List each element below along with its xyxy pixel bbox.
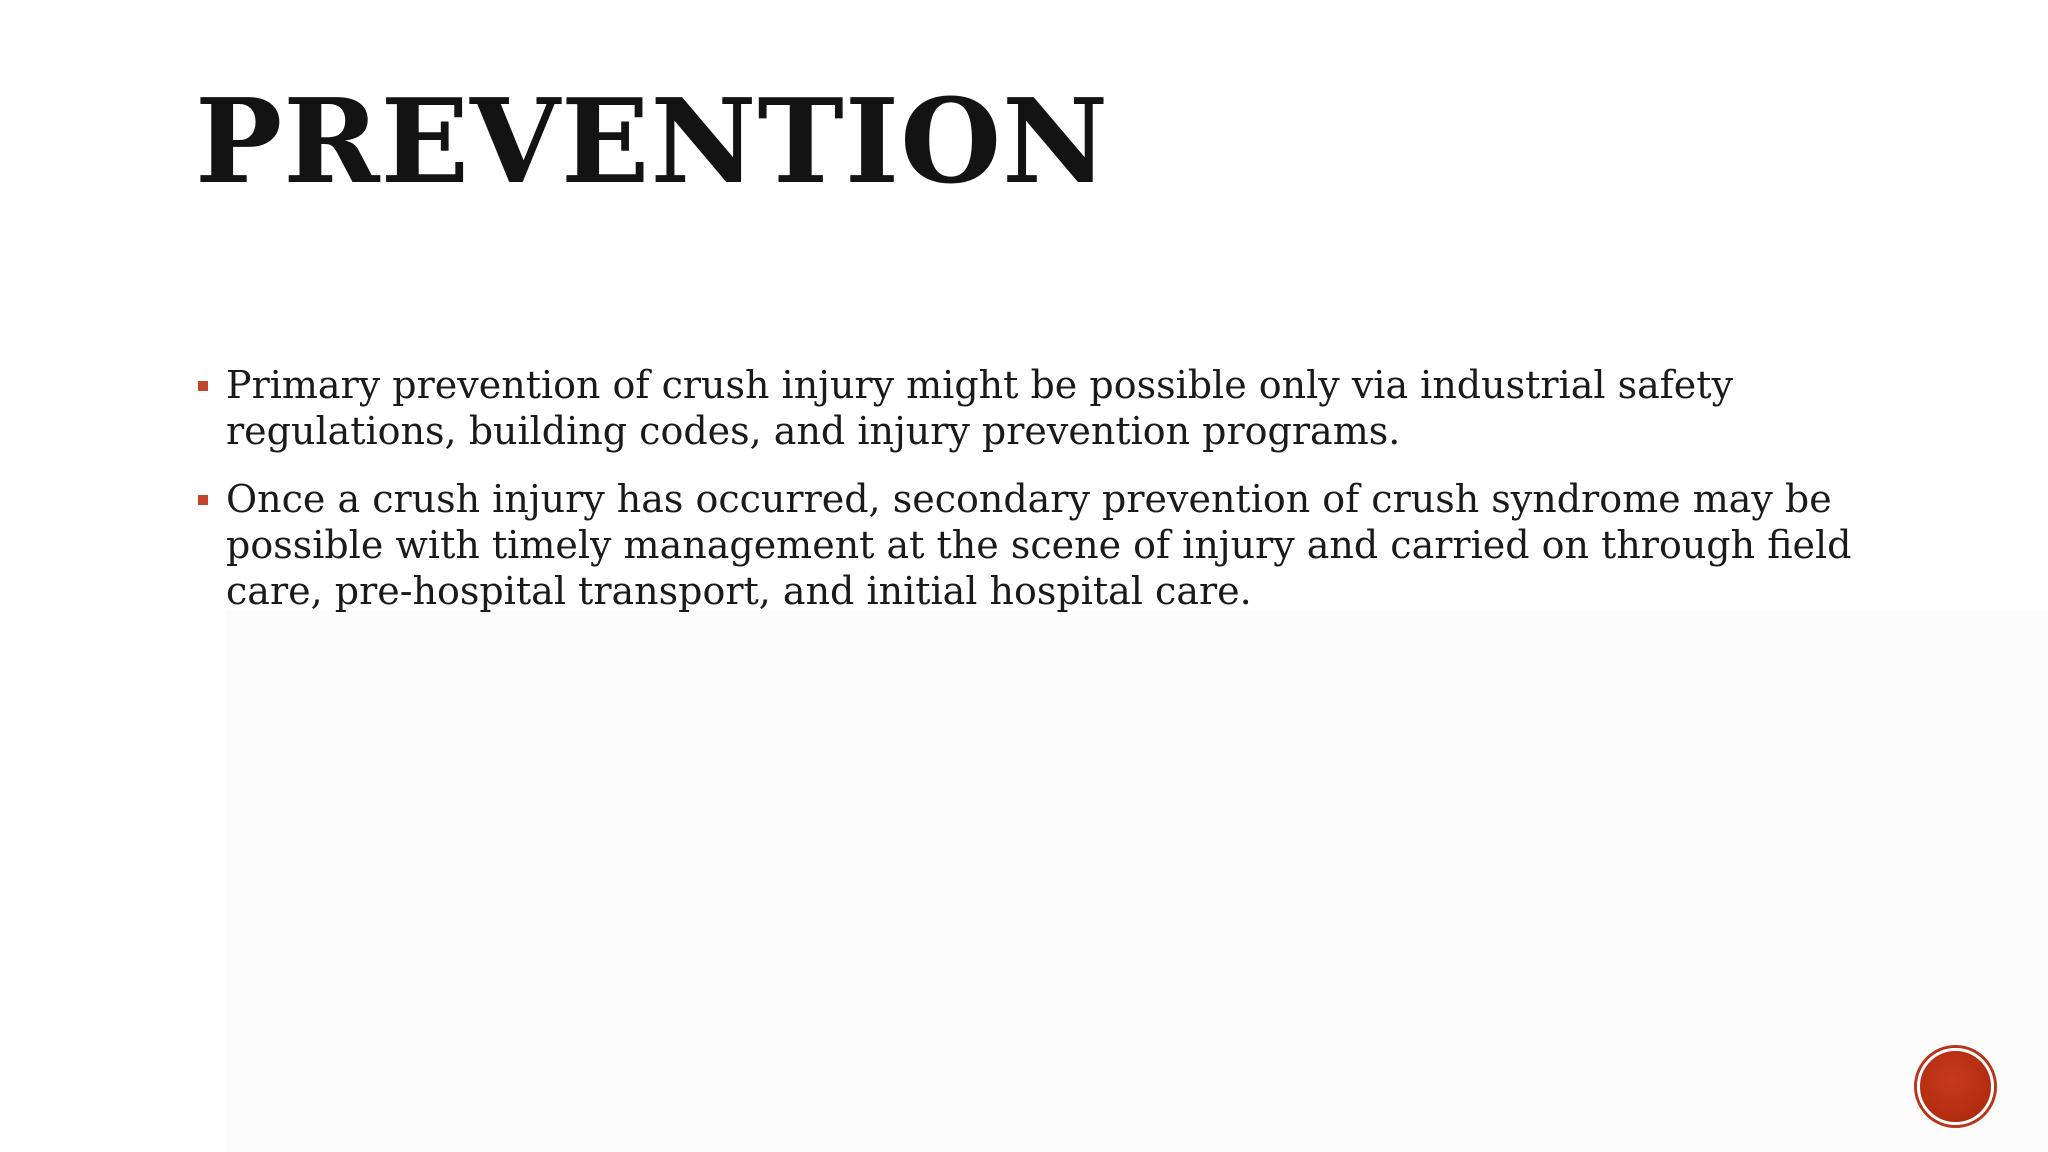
bullet-text: Once a crush injury has occurred, secondary prevention of crush syndrome may be possible with timely management at the scene of injury and carried on through field care, pre-hospital transport, and initial hospital care.: [226, 477, 1852, 613]
content-panel: [225, 610, 2048, 1152]
square-bullet-icon: [198, 381, 208, 391]
square-bullet-icon: [198, 495, 208, 505]
slide-title: PREVENTION: [195, 74, 1110, 210]
slide-nav-button[interactable]: [1917, 1048, 1994, 1125]
list-item: [195, 476, 1885, 614]
bullet-list: [195, 362, 1885, 636]
bullet-text: Primary prevention of crush injury might be possible only via industrial safety regulations, building codes, and injury prevention programs.: [226, 363, 1734, 453]
list-item: [195, 362, 1885, 454]
